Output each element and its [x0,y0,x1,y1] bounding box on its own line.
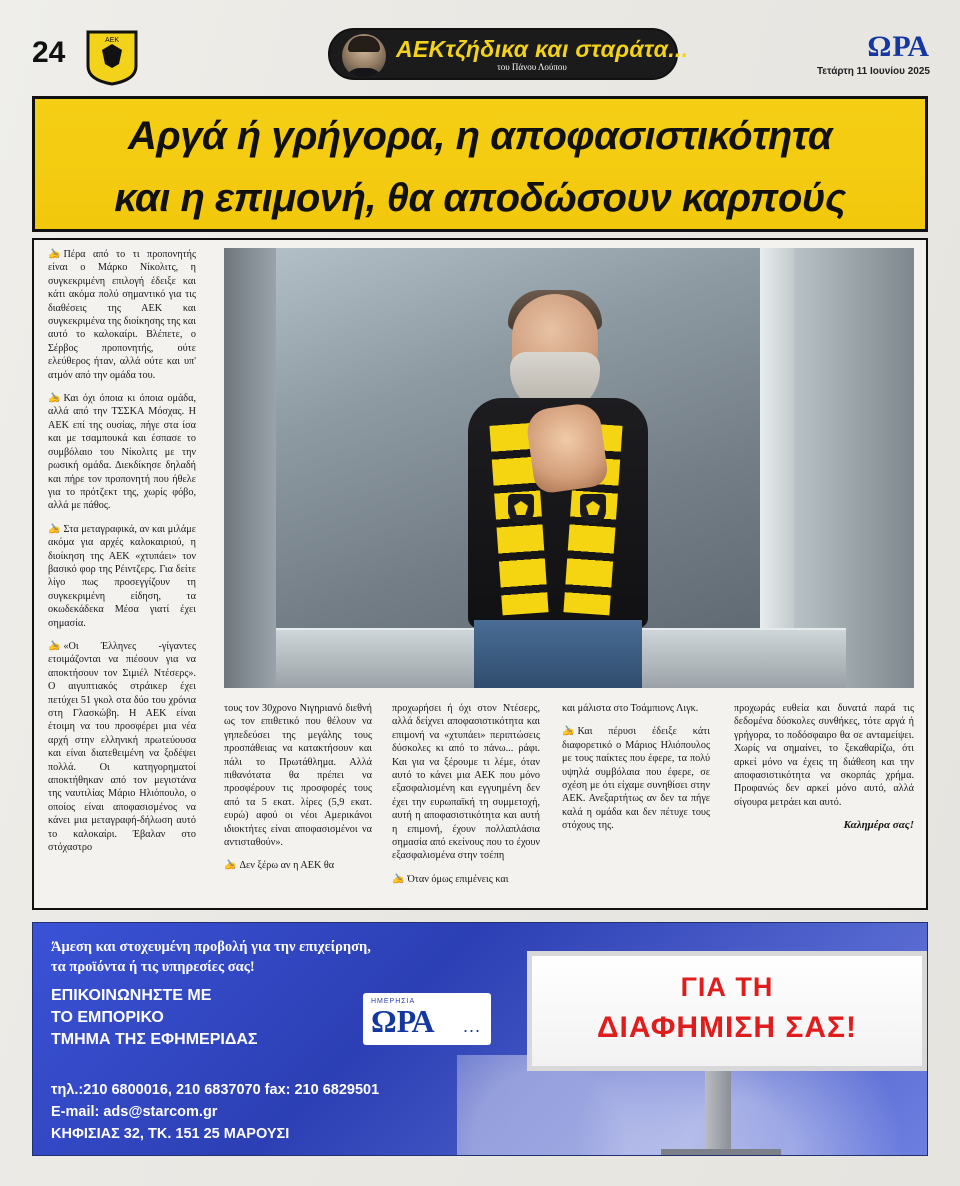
article-body [32,238,928,910]
issue-date: Τετάρτη 11 Ιουνίου 2025 [816,66,930,77]
article-column-5 [734,702,914,833]
ad-logo-small-text: ΗΜΕΡΗΣΙΑ [371,998,416,1005]
ad-headline [51,937,521,977]
article-column-3 [392,702,540,896]
headline-line-2: και η επιμονή, θα αποδώσουν καρπούς [114,176,846,220]
paragraph: ✍ Πέρα από το τι προπονητής είναι ο Μάρκο Νίκολιτς, η συγκεκριμένη επιλογή έδειξε και κάτι ακόμα πολύ σημαντικό για τις διαθέσεις της ΑΕΚ και συγκεκριμένα της διοίκησης της και αυτό το καλοκαίρι. Βλέπετε, ο Σέρβος προπονητής, ούτε ελεύθερος ήταν, αλλά ούτε και υπ' ατμόν από την ομάδα του. [48,248,196,382]
billboard-line-2: ΔΙΑΦΗΜΙΣΗ ΣΑΣ! [596,1011,858,1044]
ad-logo-dots: ... [462,1016,481,1036]
paragraph: ✍ Όταν όμως επιμένεις και [392,873,540,886]
paragraph: ✍ Και πέρυσι έδειξε κάτι διαφορετικό ο Μάριος Ηλιόπουλος με τους παίκτες που έφερε, τα πολύ υψηλά συμβόλαια που έφερε, σε σχέση με ότι είχαμε συνηθίσει στην ΑΕΚ. Ανεξαρτήτως αν δεν τα πήγε καλά η ομάδα και δεν πέτυχε τους στόχους της. [562,725,710,832]
aek-eagle-crest-icon [86,30,138,86]
ad-contact-line-2: ΤΟ ΕΜΠΟΡΙΚΟ [51,1009,164,1026]
column-title: ΑΕΚτζήδικα και σταράτα... [396,36,689,62]
advertisement[interactable] [32,922,928,1156]
ad-logo-text: ΩΡΑ [371,1003,435,1039]
article-column-4 [562,702,710,843]
headline-box [32,96,928,232]
coach-figure [434,294,684,688]
paragraph: ✍ Στα μεταγραφικά, αν και μιλάμε ακόμα για αρχές καλοκαιριού, η διοίκηση της ΑΕΚ «χτυπάει» τον βασικό φορ της Ρέιντζερς. Για δείτε λίγο πως προσεγγίζουν τη συγκεκριμένη είδηση, τα οκωδεκάδεκα Μέσα γιατί έχει σημασία. [48,523,196,630]
column-banner [328,28,689,80]
paragraph: και μάλιστα στο Τσάμπιονς Λιγκ. [562,703,699,714]
billboard [527,951,927,1071]
billboard-line-1: ΓΙΑ ΤΗ [680,972,774,1002]
ad-contact-line-3: ΤΜΗΜΑ ΤΗΣ ΕΦΗΜΕΡΙΔΑΣ [51,1031,258,1048]
article-lower-columns [34,702,930,910]
newspaper-brand: ΩΡΑ [867,30,930,63]
headline-line-1: Αργά ή γρήγορα, η αποφασιστικότητα [128,114,832,158]
ad-brand-logo [363,993,491,1045]
author-photo [342,34,386,78]
article-photo [224,248,914,688]
paragraph: ✍ Και όχι όποια κι όποια ομάδα, αλλά από την ΤΣΣΚΑ Μόσχας. Η ΑΕΚ επί της ουσίας, πήγε στα ίσα και με τσαμπουκά και έσπασε το συμβόλαιο του Νίκολιτς με την ρωσική ομάδα. Διεκδίκησε δηλαδή και πήρε τον προπονητή που ήθελε για το πρότζεκτ της, χωρίς φόβο, αλλά με πάθος. [48,392,196,513]
scarf-crest-icon [580,494,606,524]
paragraph: τους τον 30χρονο Νιγηριανό διεθνή ως τον επιθετικό που θέλουν να γηπεδεύσει της μεγάλης τους προσπάθειας να κατακτήσουν και πάλι το Πρωτάθλημα. Αλλά πιθανότατα θα πρέπει να προσφέρουν τις προσφορές τους από τα 5 εκατ. λίρες (5,9 εκατ. ευρώ) αφού οι νέοι Αμερικάνοι ιδιοκτήτες είναι αποφασισμένοι να αντισταθούν». [224,703,372,849]
ad-email[interactable]: E-mail: ads@starcom.gr [51,1104,218,1120]
ad-phone: τηλ.:210 6800016, 210 6837070 fax: 210 6829501 [51,1082,380,1098]
masthead [28,24,932,86]
paragraph: προχωρήσει ή όχι στον Ντέσερς, αλλά δείχνει αποφασιστικότητα και επιμονή να «χτυπάει» περιπτώσεις δύσκολες κι από το πάνω... ράφι. Και για να ξέρουμε τι λέμε, όταν αυτό το κάνει μια ΑΕΚ που μόνο εξασφαλισμένη και εγγυημένη δεν έχει την ευρωπαϊκή τη συμμετοχή, αυτή η αποφασιστικότητα και αυτή η επιμονή, έχουν πολλαπλάσια σημασία από εκείνους που το έχουν εξασφαλισμένα στην τσέπη [392,703,540,862]
ad-headline-line-1: Άμεση και στοχευμένη προβολή για την επιχείρηση, [51,939,371,955]
svg-text:ΑΕΚ: ΑΕΚ [104,37,120,44]
ad-footer-contact [51,1079,571,1145]
scarf-crest-icon [508,494,534,524]
paragraph: ✍ «Οι Έλληνες -γίγαντες ετοιμάζονται να πιέσουν για να αποκτήσουν τον Σιμιέλ Ντέσερς». Ο αιγυπτιακός στράικερ έχει πετύχει 51 γκολ στα δύο του χρόνια στη Γλασκώβη. Η ΑΕΚ είναι έτοιμη να του προσφέρει μια νέα αρχή στην ελληνική πρωτεύουσα και είναι διατεθειμένη να ξοδέψει πολλά. Οι κατηγορηματοί αποκτήθηκαν από τον μεγιστάνα της ναυτιλίας Μάριο Ηλιόπουλο, ο οποίος είναι αποφασισμένος να κάνει μια μεταγραφή-δήλωση αυτό το καλοκαίρι. Έβαλαν στο στόχαστρο [48,640,196,855]
ad-address: ΚΗΦΙΣΙΑΣ 32, ΤΚ. 151 25 ΜΑΡΟΥΣΙ [51,1126,290,1142]
paragraph: ✍ Δεν ξέρω αν η ΑΕΚ θα [224,859,372,872]
article-signoff: Καλημέρα σας! [843,819,914,832]
paragraph: προχωράς ευθεία και δυνατά παρά τις δεδομένα δύσκολες συνθήκες, τότε αργά ή γρήγορα, το ποδόσφαιρο θα σε ανταμείψει. Χωρίς να σημαίνει, το ξεκαθαρίζω, ότι αρκεί μόνο να έχεις τη διάθεση και την αποφασιστικότητα να σκορπάς χρήμα. Προφανώς δεν αρκεί μόνο αυτό, αλλά σίγουρα μετράει και αυτό. [734,703,914,808]
article-column-2 [224,702,372,883]
page-number: 24 [32,36,66,69]
ad-headline-line-2: τα προϊόντα ή τις υπηρεσίες σας! [51,959,255,975]
ad-contact-block [51,985,351,1051]
ad-contact-line-1: ΕΠΙΚΟΙΝΩΝΗΣΤΕ ΜΕ [51,987,212,1004]
column-author: του Πάνου Λούπου [497,62,567,72]
billboard-post [705,1071,731,1156]
billboard-base [661,1149,781,1156]
